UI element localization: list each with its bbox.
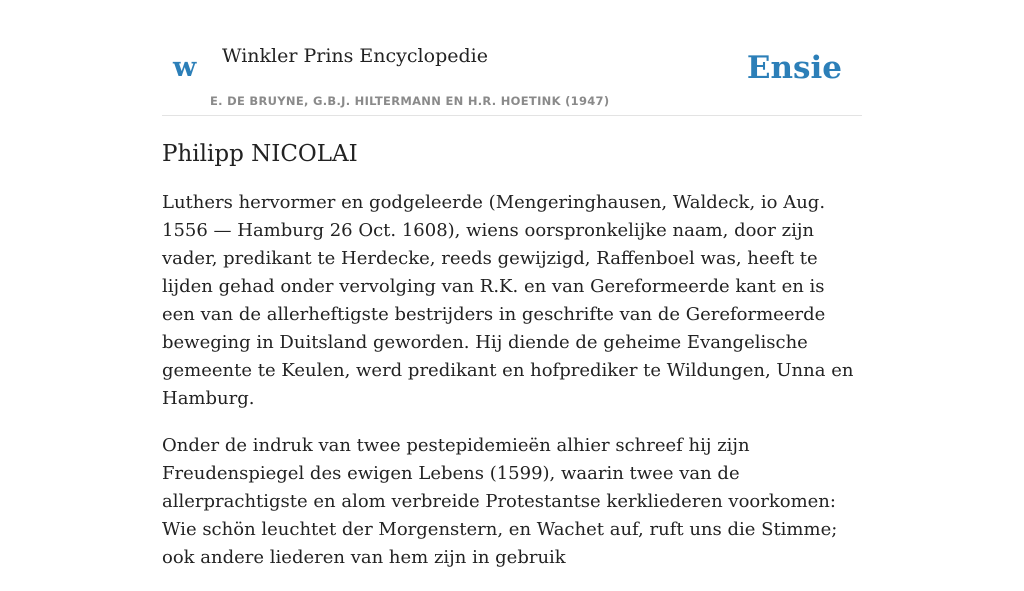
- article: [162, 137, 862, 591]
- article-paragraph-1: Luthers hervormer en godgeleerde (Mengeringhausen, Waldeck, io Aug. 1556 — Hamburg 26 Oct. 1608), wiens oorspronkelijke naam, door zijn vader, predikant te Herdecke, reeds gewijzigd, Raffenboel was, heeft te lijden gehad onder vervolging van R.K. en van Gereformeerde kant en is een van de allerheftigste bestrijders in geschrifte van de Gereformeerde beweging in Duitsland geworden. Hij diende de geheime Evangelische gemeente te Keulen, werd predikant en hofprediker te Wildungen, Unna en Hamburg.: [162, 192, 854, 409]
- encyclopedia-title[interactable]: Winkler Prins Encyclopedie: [222, 45, 488, 67]
- article-paragraph-2: Onder de indruk van twee pestepidemieën alhier schreef hij zijn Freudenspiegel des ewigen Lebens (1599), waarin twee van de allerprachtigste en alom verbreide Protestantse kerkliederen voorkomen: Wie schön leuchtet der Morgenstern, en Wachet auf, ruft uns die Stimme; ook andere liederen van hem zijn in gebruik: [162, 435, 838, 568]
- ensie-logo[interactable]: Ensie: [746, 50, 842, 86]
- article-title: Philipp NICOLAI: [162, 141, 358, 167]
- winkler-prins-logo[interactable]: w: [173, 52, 197, 83]
- site-header: [162, 40, 862, 116]
- encyclopedia-authors: E. DE BRUYNE, G.B.J. HILTERMANN EN H.R. HOETINK (1947): [210, 94, 610, 108]
